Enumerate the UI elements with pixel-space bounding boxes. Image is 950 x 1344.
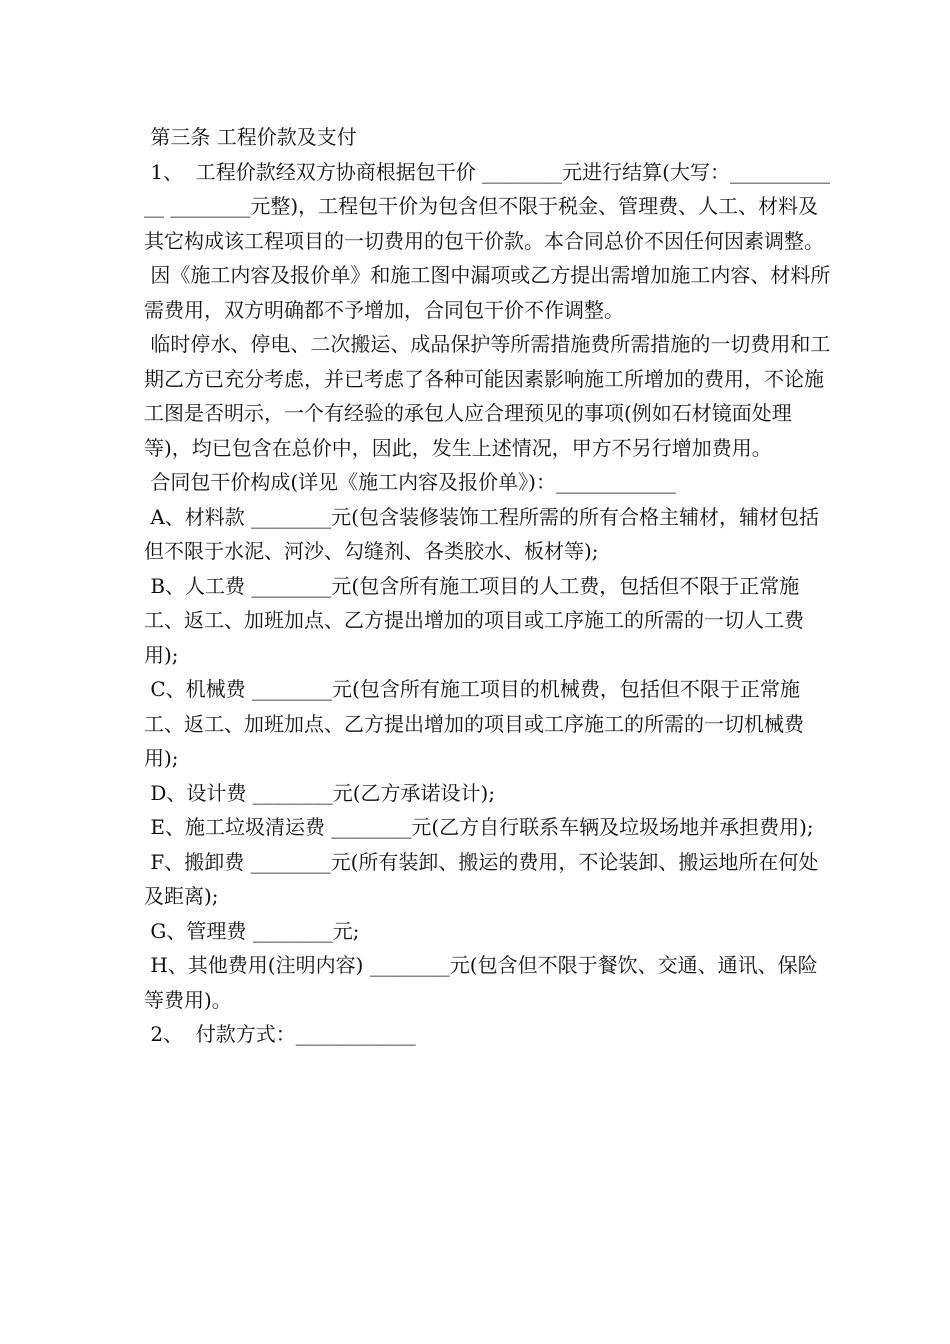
item-c-machinery: C、机械费 ________元(包含所有施工项目的机械费，包括但不限于正常施工、返工、加班加点、乙方提出增加的项目或工序施工的所需的一切机械费用); [144, 677, 804, 770]
item-f-handling: F、搬卸费 ________元(所有装卸、搬运的费用，不论装卸、搬运地所在何处及距离); [144, 849, 819, 908]
item-b-labor: B、人工费 ________元(包含所有施工项目的人工费，包括但不限于正常施工、返工、加班加点、乙方提出增加的项目或工序施工的所需的一切人工费用); [144, 573, 804, 667]
item-e-waste-removal: E、施工垃圾清运费 ________元(乙方自行联系车辆及垃圾场地并承担费用); [144, 815, 814, 839]
paragraph-omitted-items: 因《施工内容及报价单》和施工图中漏项或乙方提出需增加施工内容、材料所需费用，双方明确都不予增加，合同包干价不作调整。 [144, 263, 831, 322]
item-g-management: G、管理费 ________元; [144, 918, 360, 943]
clause-1-price: 1、 工程价款经双方协商根据包干价 ________元进行结算(大写：____________ ________元整)，工程包干价为包含但不限于税金、管理费、人工、材料及其它构成该工程项目的一切费用的包干价款。本合同总价不因任何因素调整。 [144, 159, 830, 253]
item-h-other: H、其他费用(注明内容) ________元(包含但不限于餐饮、交通、通讯、保险等费用)。 [144, 953, 818, 1012]
document-body [144, 120, 834, 1052]
item-a-materials: A、材料款 ________元(包含装修装饰工程所需的所有合格主辅材，辅材包括但不限于水泥、河沙、勾缝剂、各类胶水、板材等); [144, 504, 819, 563]
clause-2-payment: 2、 付款方式：____________ [144, 1022, 416, 1046]
paragraph-price-composition: 合同包干价构成(详见《施工内容及报价单》)：____________ [144, 470, 676, 494]
paragraph-temporary-measures: 临时停水、停电、二次搬运、成品保护等所需措施费所需措施的一切费用和工期乙方已充分考虑，并已考虑了各种可能因素影响施工所增加的费用，不论施工图是否明示，一个有经验的承包人应合理预见的事项(例如石材镜面处理等)，均已包含在总价中，因此，发生上述情况，甲方不另行增加费用。 [144, 332, 831, 460]
section-heading: 第三条 工程价款及支付 [144, 125, 357, 149]
item-d-design: D、设计费 ________元(乙方承诺设计); [144, 780, 496, 805]
